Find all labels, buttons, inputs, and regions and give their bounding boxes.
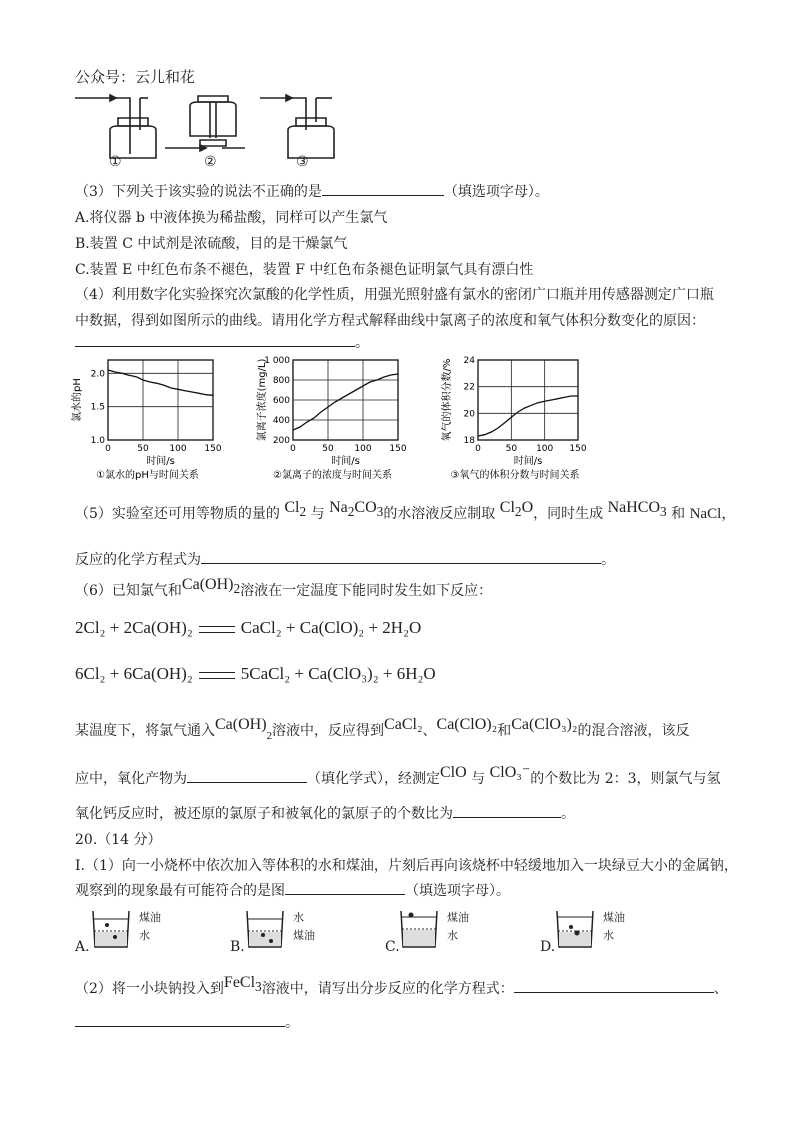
chart-3-xlabel: 时间/s xyxy=(513,456,543,467)
q6-para-line1 xyxy=(75,716,690,742)
chart-2-ytick-label: 800 xyxy=(272,376,290,386)
chart-2-xtick-label: 150 xyxy=(389,444,407,454)
q6-caclo32: Ca(ClO₃)₂ xyxy=(511,716,578,733)
chart-2-title: ②氯离子的浓度与时间关系 xyxy=(273,470,392,481)
q5-cl2-sub: 2 xyxy=(299,504,307,520)
q5-yu: 与 xyxy=(310,506,325,522)
chart-1-series-line xyxy=(108,370,213,395)
chart-2-xtick-label: 100 xyxy=(354,444,372,454)
chart-group xyxy=(70,350,610,485)
chart-2-ytick-label: 1 000 xyxy=(264,356,290,366)
chart-3-title: ③氧气的体积分数与时间关系 xyxy=(450,470,580,481)
chart-2-ylabel: 氯离子浓度(mg/L) xyxy=(257,358,268,442)
q5-end: 。 xyxy=(601,552,615,568)
chart-1-ylabel: 氯水的pH xyxy=(72,378,83,422)
chart-3-xtick-label: 50 xyxy=(505,444,518,454)
q3-option-a: A.将仪器 b 中液体换为稀盐酸，同样可以产生氯气 xyxy=(75,210,388,226)
q6-oxidation-product-blank[interactable] xyxy=(187,768,307,783)
q5-text-b: 的水溶液反应制取 xyxy=(383,506,496,522)
chart-2-ytick-label: 400 xyxy=(272,416,290,426)
q6-equation-1 xyxy=(75,618,421,638)
q6-p3a: 氧化钙反应时，被还原的氯原子和被氧化的氯原子的个数比为 xyxy=(75,806,453,822)
chart-3-ytick-label: 24 xyxy=(463,356,475,366)
q3-stem xyxy=(75,181,549,201)
q5-nacl: NaCl， xyxy=(689,506,737,522)
beaker-c-letter: C. xyxy=(385,939,400,955)
q6-cacl2: CaCl₂ xyxy=(384,716,423,733)
chart-1-ytick-label: 2.0 xyxy=(90,369,105,380)
q6-p1a: 某温度下，将氯气通入 xyxy=(75,723,215,739)
q4-end: 。 xyxy=(355,335,369,351)
q6-clo: ClO xyxy=(440,764,467,781)
q6-yu: 与 xyxy=(471,771,486,787)
q20-q2-line2 xyxy=(75,1012,299,1032)
eq2-equals-sign xyxy=(199,672,235,679)
chart-3-xtick-label: 100 xyxy=(536,444,554,454)
q5-text-c: ，同时生成 xyxy=(533,506,604,522)
beaker-d-top-label: 煤油 xyxy=(603,911,625,924)
beaker-d-bottom-label: 水 xyxy=(603,929,614,942)
chart-1-ytick-label: 1.5 xyxy=(90,402,105,413)
chart-1-xtick-label: 0 xyxy=(105,444,111,454)
q6-p1-caoh-sub: 2 xyxy=(266,729,273,742)
q6-end: 。 xyxy=(561,806,575,822)
q5-cl2o-sub: 2 xyxy=(514,504,522,520)
beaker-b xyxy=(243,905,291,951)
q6-p2a: 应中，氧化产物为 xyxy=(75,771,187,787)
chart-2-ytick-label: 600 xyxy=(272,396,290,406)
chart-3-series-line xyxy=(478,396,578,436)
q20-answer-blank[interactable] xyxy=(285,880,405,895)
beaker-b-letter: B. xyxy=(230,939,245,955)
q20-fecl-sub: 3 xyxy=(255,979,262,995)
q20-q2a: （2）将一小块钠投入到 xyxy=(75,981,224,997)
chart-2-series-line xyxy=(293,374,398,430)
q6-text-b: 溶液在一定温度下能同时发生如下反应： xyxy=(240,583,493,599)
chart-2-xtick-label: 0 xyxy=(290,444,296,454)
eq2-left: 6Cl₂ + 6Ca(OH)₂ xyxy=(75,664,193,683)
chart-1-title: ①氯水的pH与时间关系 xyxy=(96,470,199,481)
q5-cl2o: Cl xyxy=(499,499,515,516)
q6-p1c: 的混合溶液，该反 xyxy=(577,723,690,739)
q6-line1 xyxy=(75,576,493,603)
q6-caoh-sub: 2 xyxy=(233,581,241,597)
apparatus-label-2: ② xyxy=(204,154,217,170)
beaker-d-letter: D. xyxy=(540,939,556,955)
chart-3-ytick-label: 20 xyxy=(463,409,475,420)
chart-1-frame xyxy=(108,360,213,440)
q5-nahco3: NaHCO xyxy=(607,499,661,516)
beaker-c-top-label: 煤油 xyxy=(447,911,469,924)
q20-i2-end: （填选项字母）。 xyxy=(405,883,510,899)
eq1-left: 2Cl₂ + 2Ca(OH)₂ xyxy=(75,618,193,637)
chart-3-ylabel: 氧气的体积分数/% xyxy=(442,358,453,442)
chart-1-ytick-label: 1.0 xyxy=(90,436,105,446)
q5-na-sub: 2 xyxy=(347,504,355,520)
beaker-a-top-label: 煤油 xyxy=(139,911,161,924)
q5-text-a: （5）实验室还可用等物质的量的 xyxy=(75,506,280,522)
q20-fecl: FeCl xyxy=(223,974,256,991)
q3-hint: （填选项字母）。 xyxy=(443,184,549,200)
beaker-a xyxy=(89,905,137,951)
q20-i2 xyxy=(75,880,510,900)
q20-end: 。 xyxy=(285,1015,299,1031)
q20-i1: I.（1）向一小烧杯中依次加入等体积的水和煤油，片刻后再向该烧杯中轻缓地加入一块绿豆大小的金属钠， xyxy=(75,858,738,874)
q20-eq1-blank[interactable] xyxy=(514,978,714,993)
chart-1-xtick-label: 50 xyxy=(137,444,149,454)
q5-co-sub: 3 xyxy=(376,504,384,520)
beaker-a-bottom-label: 水 xyxy=(139,929,150,942)
q20-i2-text: 观察到的现象最有可能符合的是图 xyxy=(75,883,285,899)
q6-equation-2 xyxy=(75,664,436,684)
chart-3-frame xyxy=(478,360,578,440)
q3-answer-blank[interactable] xyxy=(322,181,444,196)
q6-clo3: ClO₃⁻ xyxy=(489,764,531,781)
q5-line2-text: 反应的化学方程式为 xyxy=(75,552,201,568)
q3-option-c: C.装置 E 中红色布条不褪色，装置 F 中红色布条褪色证明氯气具有漂白性 xyxy=(75,262,534,278)
q5-he: 和 xyxy=(671,506,686,522)
q20-q2b: 溶液中，请写出分步反应的化学方程式： xyxy=(261,981,514,997)
eq1-right: CaCl₂ + Ca(ClO)₂ + 2H₂O xyxy=(240,618,422,637)
q3-option-b: B.装置 C 中试剂是浓硫酸，目的是干燥氯气 xyxy=(75,236,348,252)
q4-answer-blank[interactable] xyxy=(75,332,355,347)
beaker-d xyxy=(553,905,601,951)
q5-na: Na xyxy=(329,499,348,516)
q6-p1b: 溶液中，反应得到 xyxy=(272,723,385,739)
q6-caclo2: Ca(ClO)₂ xyxy=(436,716,498,733)
q5-answer-blank[interactable] xyxy=(201,549,601,564)
q6-he: 和 xyxy=(497,723,512,739)
q5-cl2: Cl xyxy=(284,499,300,516)
apparatus-label-3: ③ xyxy=(296,154,309,170)
beaker-c-bottom-label: 水 xyxy=(447,929,458,942)
chart-3-ytick-label: 22 xyxy=(463,382,475,393)
beaker-c xyxy=(397,905,445,951)
q20-heading: 20.（14 分） xyxy=(75,832,162,848)
chart-3-ytick-label: 18 xyxy=(463,436,475,446)
q5-o: O xyxy=(521,499,534,516)
q4-line2: 中数据，得到如图所示的曲线。请用化学方程式解释曲线中氯离子的浓度和氧气体积分数变化的原因： xyxy=(75,313,705,329)
chart-1-xtick-label: 150 xyxy=(204,444,222,454)
q6-ratio-blank[interactable] xyxy=(453,803,561,818)
q20-dun: 、 xyxy=(713,981,728,997)
q3-stem-text: （3）下列关于该实验的说法不正确的是 xyxy=(75,184,322,200)
q6-caoh: Ca(OH) xyxy=(181,576,234,593)
q6-para-line2 xyxy=(75,764,721,788)
apparatus-label-1: ① xyxy=(109,154,122,170)
q5-line2 xyxy=(75,549,615,569)
q6-dun: 、 xyxy=(422,723,437,739)
q5-line1 xyxy=(75,499,737,526)
chart-3-xtick-label: 0 xyxy=(475,444,481,454)
chart-2-xtick-label: 50 xyxy=(322,444,334,454)
chart-1-xlabel: 时间/s xyxy=(146,456,175,467)
q5-nahco3-sub: 3 xyxy=(660,504,667,520)
chart-1-xtick-label: 100 xyxy=(169,444,187,454)
q4-line1: （4）利用数字化实验探究次氯酸的化学性质，用强光照射盛有氯水的密闭广口瓶并用传感器测定广口瓶 xyxy=(75,287,714,303)
q20-eq2-blank[interactable] xyxy=(75,1012,285,1027)
q20-q2-line1 xyxy=(75,974,728,1001)
beaker-b-bottom-label: 煤油 xyxy=(293,929,315,942)
q6-p2c: 的个数比为 2：3，则氯气与氢 xyxy=(530,771,721,787)
beaker-b-top-label: 水 xyxy=(293,911,304,924)
q5-co: CO xyxy=(354,499,377,516)
eq2-right: 5CaCl₂ + Ca(ClO₃)₂ + 6H₂O xyxy=(240,664,436,683)
beaker-options xyxy=(75,905,635,957)
chart-3-xtick-label: 150 xyxy=(569,444,587,454)
eq1-equals-sign xyxy=(199,626,235,633)
q6-para-line3 xyxy=(75,803,575,823)
q6-p2b: （填化学式），经测定 xyxy=(307,771,440,787)
beaker-a-letter: A. xyxy=(75,939,90,955)
wechat-header: 公众号：云儿和花 xyxy=(75,68,196,86)
chart-2-xlabel: 时间/s xyxy=(331,456,360,467)
q6-p1-caoh: Ca(OH) xyxy=(215,716,267,733)
q4-answer-row xyxy=(75,332,369,352)
chart-2-ytick-label: 200 xyxy=(272,436,290,446)
q6-text-a: （6）已知氯气和 xyxy=(75,583,182,599)
